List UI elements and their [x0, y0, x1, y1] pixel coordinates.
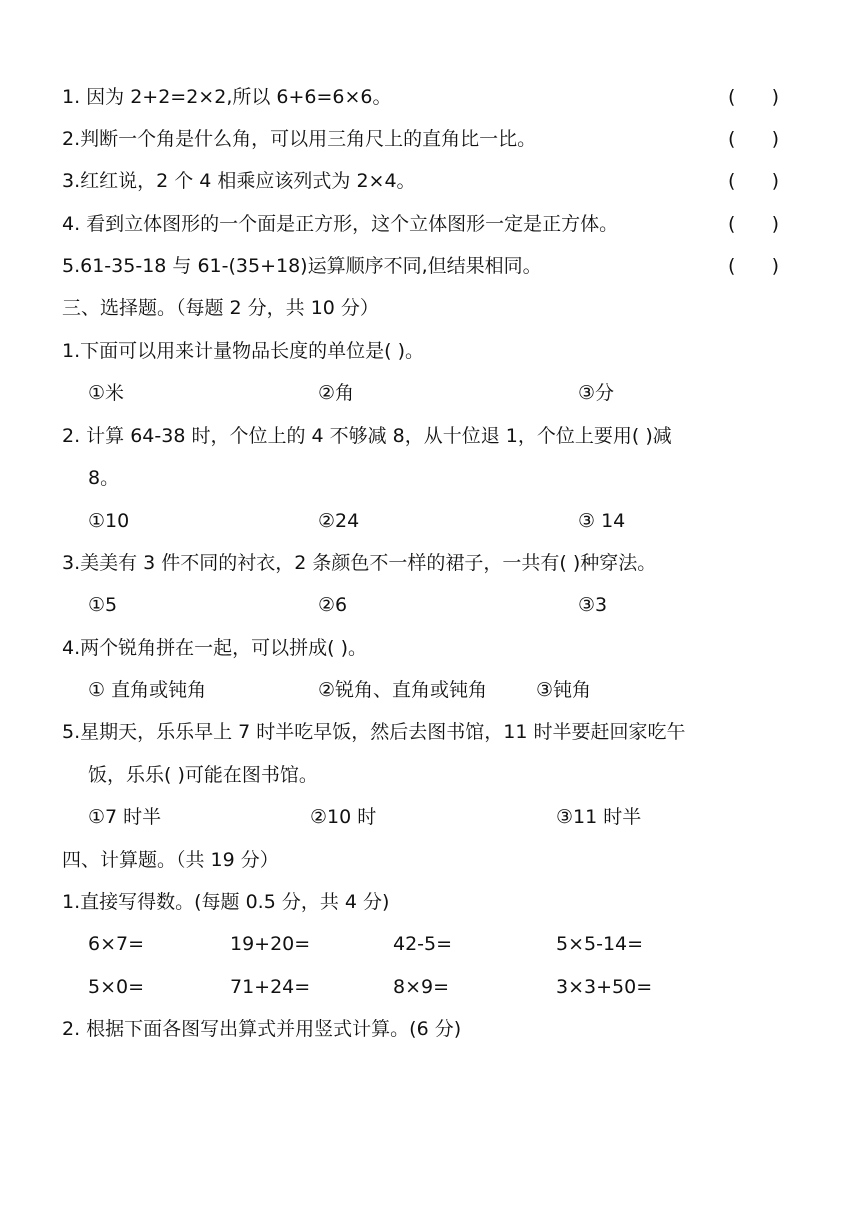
calc-q2-text: 2. 根据下面各图写出算式并用竖式计算。(6 分) — [62, 1018, 462, 1040]
calc-expression: 42-5= — [393, 933, 453, 955]
judgement-item-3: 3.红红说，2 个 4 相乘应该列式为 2×4。 — [62, 170, 416, 192]
judgement-item-5: 5.61-35-18 与 61-(35+18)运算顺序不同,但结果相同。 — [62, 255, 542, 277]
calc-q1-text: 1.直接写得数。(每题 0.5 分，共 4 分) — [62, 891, 390, 913]
calc-expression: 19+20= — [230, 933, 311, 955]
choice-q2-option-2[interactable]: ②24 — [318, 510, 360, 532]
calc-expression: 8×9= — [393, 976, 450, 998]
choice-q5-option-3[interactable]: ③11 时半 — [556, 806, 642, 828]
choice-q5-option-2[interactable]: ②10 时 — [310, 806, 377, 828]
calc-expression: 5×0= — [88, 976, 145, 998]
choice-q5-text-line1: 5.星期天，乐乐早上 7 时半吃早饭，然后去图书馆，11 时半要赶回家吃午 — [62, 721, 686, 743]
section3-heading: 三、选择题。（每题 2 分，共 10 分） — [62, 297, 379, 319]
judgement-item-4: 4. 看到立体图形的一个面是正方形，这个立体图形一定是正方体。 — [62, 213, 619, 235]
calc-expression: 5×5-14= — [556, 933, 644, 955]
judgement-item-1: 1. 因为 2+2=2×2,所以 6+6=6×6。 — [62, 86, 392, 108]
choice-q1-option-2[interactable]: ②角 — [318, 382, 355, 404]
choice-q1-option-3[interactable]: ③分 — [578, 382, 615, 404]
choice-q4-option-2[interactable]: ②锐角、直角或钝角 — [318, 679, 488, 701]
choice-q5-text-line2: 饭，乐乐( )可能在图书馆。 — [88, 764, 318, 786]
calc-expression: 71+24= — [230, 976, 311, 998]
choice-q4-option-3[interactable]: ③钝角 — [536, 679, 592, 701]
choice-q3-text: 3.美美有 3 件不同的衬衣，2 条颜色不一样的裙子，一共有( )种穿法。 — [62, 552, 657, 574]
choice-q3-option-1[interactable]: ①5 — [88, 594, 118, 616]
calc-expression: 3×3+50= — [556, 976, 653, 998]
answer-paren-3[interactable]: ( ) — [728, 170, 780, 192]
choice-q3-option-2[interactable]: ②6 — [318, 594, 348, 616]
choice-q2-text-line2: 8。 — [88, 467, 120, 489]
calc-expression: 6×7= — [88, 933, 145, 955]
choice-q3-option-3[interactable]: ③3 — [578, 594, 608, 616]
answer-paren-4[interactable]: ( ) — [728, 213, 780, 235]
choice-q5-option-1[interactable]: ①7 时半 — [88, 806, 162, 828]
choice-q4-text: 4.两个锐角拼在一起，可以拼成( )。 — [62, 637, 367, 659]
choice-q1-option-1[interactable]: ①米 — [88, 382, 125, 404]
answer-paren-5[interactable]: ( ) — [728, 255, 780, 277]
answer-paren-1[interactable]: ( ) — [728, 86, 780, 108]
choice-q2-option-3[interactable]: ③ 14 — [578, 510, 626, 532]
judgement-item-2: 2.判断一个角是什么角，可以用三角尺上的直角比一比。 — [62, 128, 537, 150]
choice-q4-option-1[interactable]: ① 直角或钝角 — [88, 679, 207, 701]
section4-heading: 四、计算题。（共 19 分） — [62, 849, 279, 871]
answer-paren-2[interactable]: ( ) — [728, 128, 780, 150]
choice-q2-option-1[interactable]: ①10 — [88, 510, 130, 532]
choice-q2-text-line1: 2. 计算 64-38 时，个位上的 4 不够减 8，从十位退 1，个位上要用( )减 — [62, 425, 672, 447]
choice-q1-text: 1.下面可以用来计量物品长度的单位是( )。 — [62, 340, 424, 362]
